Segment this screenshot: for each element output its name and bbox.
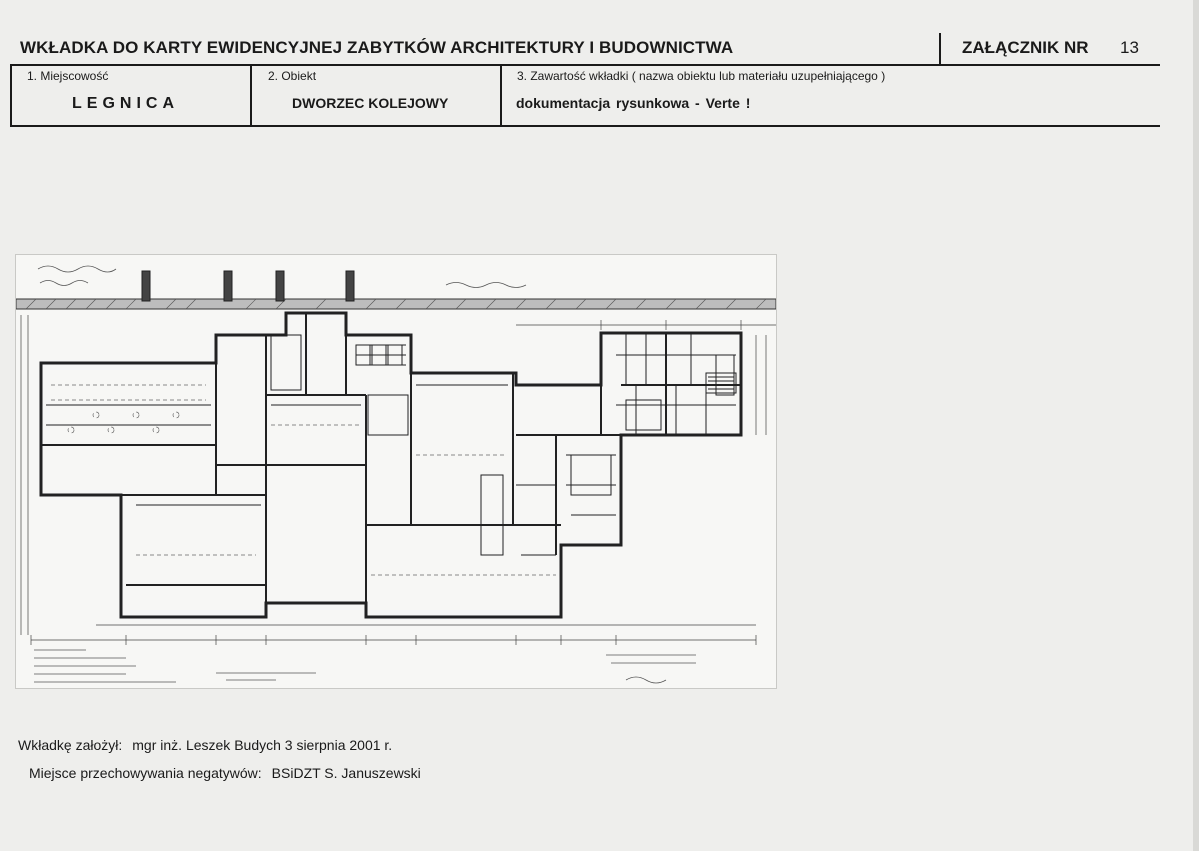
annex-number: 13 <box>1120 38 1139 57</box>
locality-label: 1. Miejscowość <box>27 69 109 83</box>
floor-plan-image <box>16 255 776 688</box>
header-rule-bottom <box>10 125 1160 127</box>
created-by-value: mgr inż. Leszek Budych 3 sierpnia 2001 r. <box>132 737 393 753</box>
locality-value: LEGNICA <box>72 95 179 112</box>
contents-label: 3. Zawartość wkładki ( nazwa obiektu lub materiału uzupełniającego ) <box>517 69 886 83</box>
object-value: DWORZEC KOLEJOWY <box>292 95 449 111</box>
field-divider-1 <box>250 65 252 126</box>
negatives-value: BSiDZT S. Januszewski <box>271 765 421 781</box>
field-divider-0 <box>10 65 12 126</box>
created-by-line <box>18 737 392 753</box>
floor-plan-drawing <box>15 254 777 689</box>
field-divider-2 <box>500 65 502 126</box>
created-by-label: Wkładkę założył: <box>18 737 123 753</box>
page-edge <box>1193 0 1199 851</box>
header-rule-top <box>10 64 1160 66</box>
document-title: WKŁADKA DO KARTY EWIDENCYJNEJ ZABYTKÓW ARCHITEKTURY I BUDOWNICTWA <box>20 38 734 57</box>
negatives-line <box>29 765 421 781</box>
contents-value: dokumentacja rysunkowa - Verte ! <box>516 95 751 111</box>
negatives-label: Miejsce przechowywania negatywów: <box>29 765 262 781</box>
header-divider <box>939 33 941 65</box>
annex-label: ZAŁĄCZNIK NR <box>962 38 1089 57</box>
object-label: 2. Obiekt <box>268 69 317 83</box>
